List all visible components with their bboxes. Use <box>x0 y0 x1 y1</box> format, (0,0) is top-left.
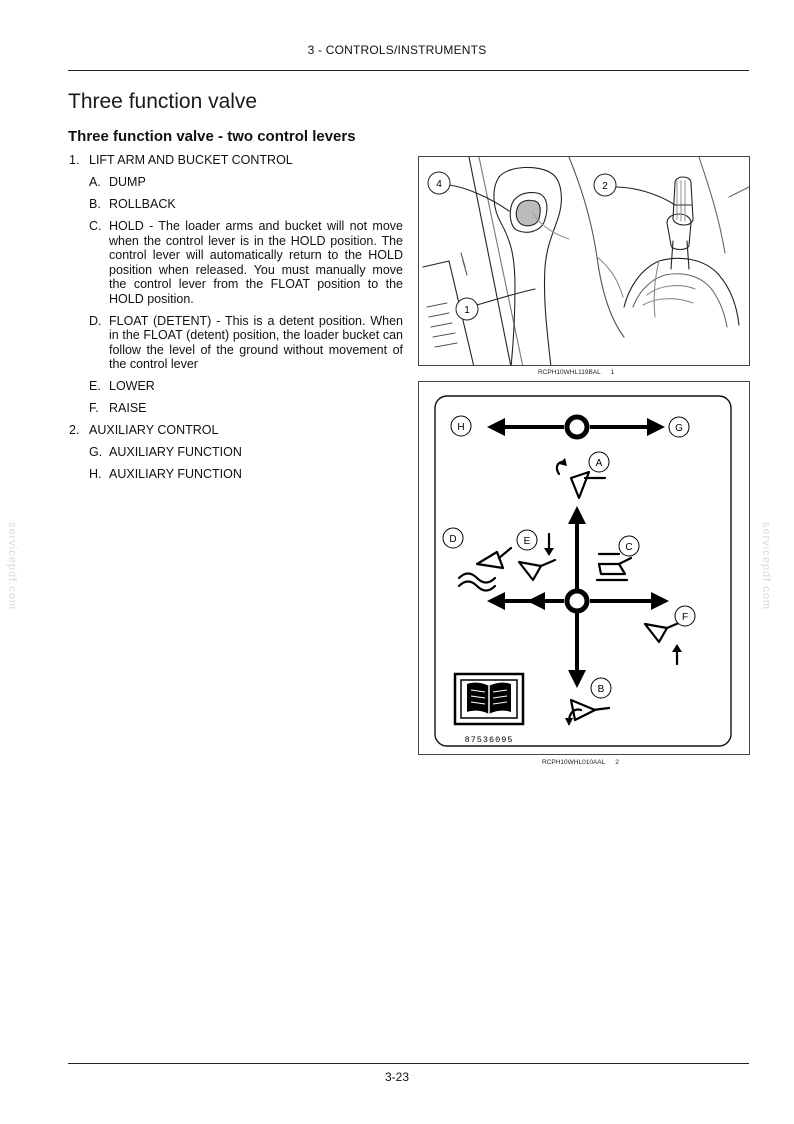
sub-item-letter: A. <box>89 175 101 189</box>
label-h: H <box>457 422 465 433</box>
callout-1: 1 <box>464 305 470 316</box>
figure-2-number: 2 <box>615 759 619 766</box>
arrow-head-up <box>568 506 586 524</box>
bucket-float-icon <box>477 552 503 568</box>
item-text: AUXILIARY CONTROL <box>89 423 219 437</box>
sub-item-text: AUXILIARY FUNCTION <box>109 445 242 459</box>
arrow-head-down <box>568 670 586 688</box>
sub-item-letter: C. <box>89 219 102 233</box>
aux-pivot <box>567 417 587 437</box>
page-number: 3-23 <box>384 1070 410 1084</box>
page-title: Three function valve <box>68 90 258 113</box>
sub-item-text: LOWER <box>109 379 155 393</box>
callout-2: 2 <box>602 181 608 192</box>
control-pattern-decal <box>419 382 749 754</box>
footer-rule <box>68 1063 749 1064</box>
figure-1-code: RCPH10WHL119BAL <box>538 369 601 376</box>
watermark-left: servicepdf.com <box>5 522 18 610</box>
section-subtitle: Three function valve - two control levers <box>68 128 356 145</box>
sub-item-letter: H. <box>89 467 102 481</box>
decal-part-number: 87536095 <box>464 735 514 745</box>
bucket-dump-icon <box>571 472 589 498</box>
item-number: 2. <box>69 423 80 437</box>
label-g: G <box>675 423 683 434</box>
figure-2-caption <box>542 759 619 766</box>
bucket-lower-icon <box>519 562 541 580</box>
callout-4: 4 <box>436 179 442 190</box>
sub-item <box>69 219 403 306</box>
bucket-raise-icon <box>645 624 667 642</box>
item-number: 1. <box>69 153 80 167</box>
watermark-right: servicepdf.com <box>759 522 772 610</box>
control-list <box>69 153 403 489</box>
label-b: B <box>597 684 605 695</box>
operator-manual-icon <box>455 674 523 724</box>
sub-item <box>69 314 403 372</box>
header-rule <box>68 70 749 71</box>
label-e: E <box>523 536 531 547</box>
sub-item <box>69 379 403 394</box>
sub-item-letter: F. <box>89 401 99 415</box>
sub-item <box>69 401 403 416</box>
sub-item-text: ROLLBACK <box>109 197 176 211</box>
sub-item <box>69 175 403 190</box>
figure-control-pattern <box>418 381 750 755</box>
label-c: C <box>625 542 633 553</box>
arrow-head-right <box>651 592 669 610</box>
label-f: F <box>681 612 689 623</box>
figure-1-number: 1 <box>610 369 615 376</box>
figure-control-levers <box>418 156 750 366</box>
sub-item <box>69 197 403 212</box>
figure-1-caption <box>538 369 614 376</box>
sub-item <box>69 467 403 482</box>
arrow-head-h <box>487 418 505 436</box>
bucket-hold-icon <box>599 564 625 574</box>
item-text: LIFT ARM AND BUCKET CONTROL <box>89 153 293 167</box>
sub-item-text: HOLD - The loader arms and bucket will not move when the control lever is in the HOLD position. The control lever will automatically return to the HOLD position when released. You must manually move the control lever from the FLOAT position to the HOLD position. <box>109 219 403 306</box>
main-pivot <box>567 591 587 611</box>
sub-item-text: DUMP <box>109 175 146 189</box>
lever-illustration <box>419 157 749 365</box>
arrow-head-left-outer <box>487 592 505 610</box>
label-a: A <box>595 458 603 469</box>
sub-item-text: FLOAT (DETENT) - This is a detent position. When in the FLOAT (detent) position, the loader bucket can follow the level of the ground without movement of the control lever <box>109 313 403 371</box>
list-item <box>69 423 403 438</box>
running-header: 3 - CONTROLS/INSTRUMENTS <box>307 43 487 57</box>
sub-item-letter: B. <box>89 197 101 211</box>
arrow-head-g <box>647 418 665 436</box>
figure-2-code: RCPH10WHL010AAL <box>542 759 606 766</box>
sub-item <box>69 445 403 460</box>
sub-item-text: RAISE <box>109 401 147 415</box>
sub-item-letter: E. <box>89 379 101 393</box>
sub-item-text: AUXILIARY FUNCTION <box>109 467 242 481</box>
arrow-head-left-inner <box>527 592 545 610</box>
sub-item-letter: D. <box>89 313 102 328</box>
sub-item-letter: G. <box>89 445 103 459</box>
label-d: D <box>449 534 457 545</box>
list-item <box>69 153 403 168</box>
